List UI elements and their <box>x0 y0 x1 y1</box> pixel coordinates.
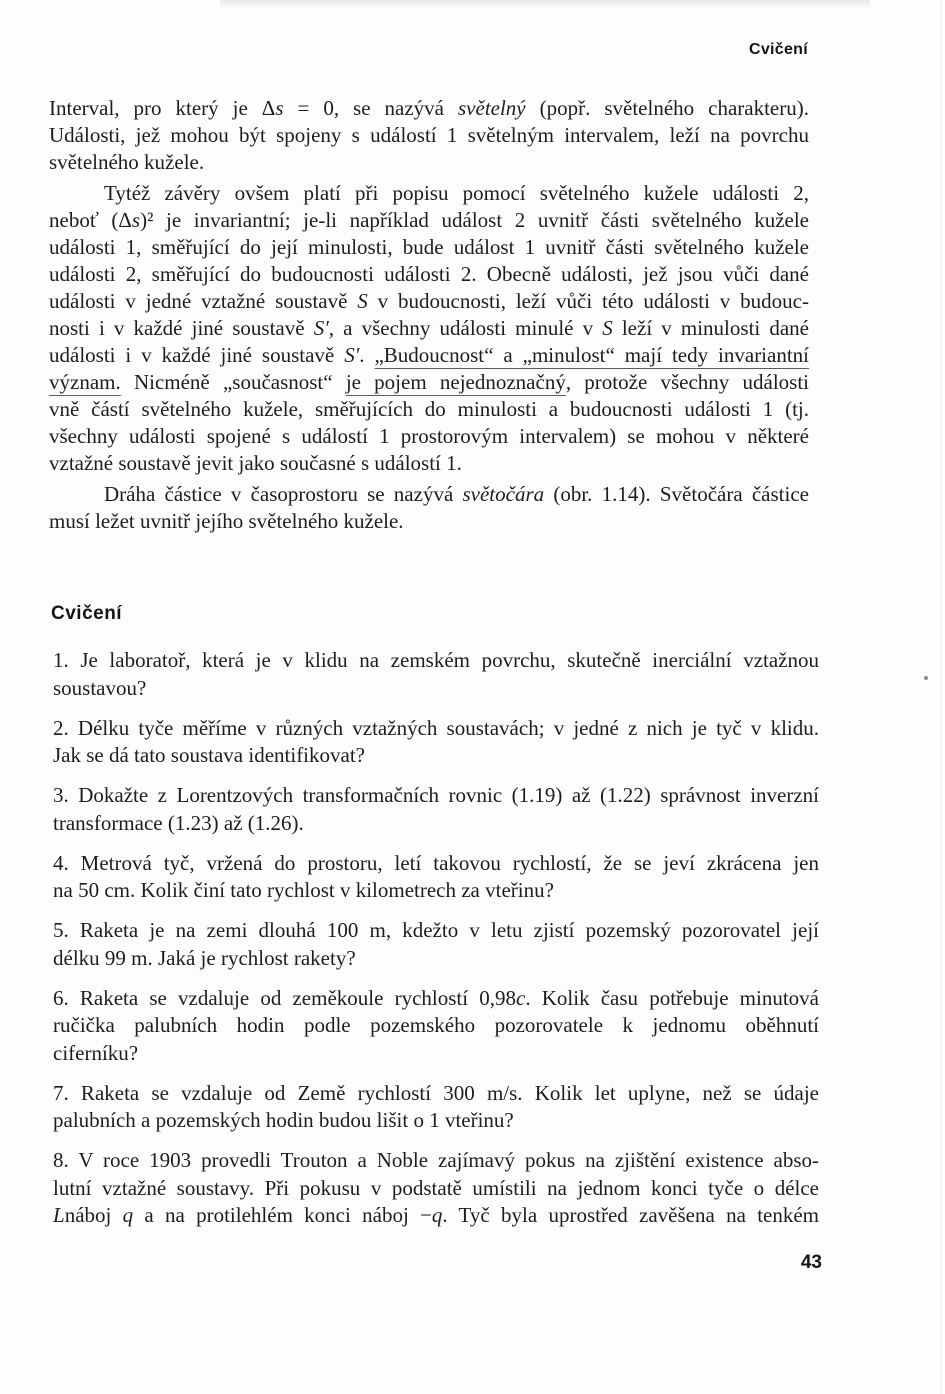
italic-run: q <box>122 1203 134 1227</box>
text-line <box>53 782 819 810</box>
text-line <box>49 342 809 369</box>
body-text <box>49 95 809 535</box>
text-run: soustavou? <box>53 675 147 700</box>
text-run: ciferníku? <box>53 1040 139 1065</box>
text-run: 6. Raketa se vzdaluje od zeměkoule rychlostí 0,98 <box>53 985 516 1010</box>
exercise-item <box>53 1147 819 1230</box>
exercise-item <box>53 850 819 905</box>
text-run: Události, jež mohou být spojeny s událostí 1 světelným intervalem, leží na povrchu <box>49 123 809 147</box>
text-run: 5. Raketa je na zemi dlouhá 100 m, kdežto v letu zjistí pozemský pozorovatel její <box>53 918 819 942</box>
text-run: Tytéž závěry ovšem platí při popisu pomocí světelného kužele události 2, <box>104 181 809 205</box>
exercise-item <box>53 985 819 1068</box>
text-run: Dráha částice v časoprostoru se nazývá <box>104 482 463 506</box>
text-run: 4. Metrová tyč, vržená do prostoru, letí takovou rychlostí, že se jeví zkrácena jen <box>53 850 819 875</box>
text-run: neboť (Δ <box>49 208 132 232</box>
exercise-item <box>53 917 819 972</box>
text-run: , a všechny události minulé v <box>328 316 603 340</box>
text-line <box>53 917 819 945</box>
body-paragraph <box>49 481 809 535</box>
text-run: 8. V roce 1903 provedli Trouton a Noble zajímavý pokus na zjištění existence abso- <box>53 1148 819 1172</box>
text-run: délku 99 m. Jaká je rychlost rakety? <box>53 945 356 970</box>
text-run: vztažné soustavě jevit jako současné s událostí 1. <box>49 451 462 475</box>
italic-run: světelný <box>458 96 526 120</box>
text-line <box>53 742 819 770</box>
text-line <box>49 288 809 315</box>
underlined-run: „Budoucnost“ a „minulost“ mají tedy invariantní <box>374 343 810 367</box>
text-line <box>49 423 809 450</box>
text-line <box>53 1080 819 1108</box>
text-run: na 50 cm. Kolik činí tato rychlost v kilometrech za vteřinu? <box>53 878 554 902</box>
text-line <box>53 715 819 743</box>
text-run: 3. Dokažte z Lorentzových transformačních rovnic (1.19) až (1.22) správnost inverzní <box>53 783 819 807</box>
text-run: Jak se dá tato soustava identifikovat? <box>53 743 365 767</box>
italic-run: S <box>602 316 613 340</box>
text-line <box>49 207 809 234</box>
text-line <box>49 315 809 342</box>
text-run: palubních a pozemských hodin budou lišit o 1 vteřinu? <box>53 1108 514 1132</box>
exercise-list <box>53 647 819 1230</box>
text-run: události i v každé jiné soustavě <box>49 343 345 367</box>
italic-run: q <box>431 1203 443 1227</box>
text-run: nosti i v každé jiné soustavě <box>49 316 314 340</box>
text-run: náboj <box>64 1203 123 1227</box>
exercise-item <box>53 782 819 837</box>
text-run: v budoucnosti, leží vůči této události v budouc- <box>367 289 809 313</box>
text-line <box>53 810 819 838</box>
text-run: události 1, směřující do její minulosti, bude událost 1 uvnitř části světelného kužele <box>49 235 809 259</box>
italic-run: S′ <box>313 316 329 340</box>
text-line <box>53 675 819 703</box>
text-line <box>49 95 809 122</box>
exercise-item <box>53 647 819 702</box>
text-line <box>49 450 809 477</box>
text-run: Interval, pro který je Δ <box>49 96 276 120</box>
scan-page-edge <box>941 0 942 1394</box>
text-line <box>53 1175 819 1203</box>
text-line <box>49 396 809 423</box>
text-run: 7. Raketa se vzdaluje od Země rychlostí 300 m/s. Kolik let uplyne, než se údaje <box>53 1080 819 1105</box>
text-line <box>49 122 809 149</box>
text-line <box>53 877 819 905</box>
text-run: a na protilehlém konci náboj − <box>133 1203 432 1227</box>
text-run: musí ležet uvnitř jejího světelného kužele. <box>49 509 404 533</box>
text-run: . <box>359 343 375 367</box>
text-line <box>53 1040 819 1068</box>
section-heading: Cvičení <box>51 603 123 624</box>
text-run: (popř. světelného charakteru). <box>525 96 809 120</box>
underlined-run: význam. <box>49 370 121 394</box>
italic-run: s <box>275 96 284 120</box>
text-run: transformace (1.23) až (1.26). <box>53 810 304 835</box>
italic-run: světočára <box>462 482 545 506</box>
text-run: )² je invariantní; je-li například událost 2 uvnitř části světelného kužele <box>140 208 809 232</box>
text-line <box>53 647 819 675</box>
body-paragraph <box>49 95 809 176</box>
text-run: vně částí světelného kužele, směřujících do minulosti a budoucnosti události 1 (tj. <box>49 397 809 421</box>
exercise-item <box>53 1080 819 1135</box>
italic-run: c <box>516 985 526 1010</box>
text-line <box>49 369 809 396</box>
text-line <box>49 180 809 207</box>
text-run: události 2, směřující do budoucnosti události 2. Obecně události, jež jsou vůči dané <box>49 262 809 286</box>
text-line <box>49 149 809 176</box>
text-line <box>53 985 819 1013</box>
text-line <box>49 234 809 261</box>
text-run: události v jedné vztažné soustavě <box>49 289 358 313</box>
text-run: = 0, se nazývá <box>283 96 458 120</box>
scan-bleed-through <box>220 0 870 9</box>
italic-run: s <box>131 208 141 232</box>
italic-run: S′ <box>344 343 360 367</box>
text-run: lutní vztažné soustavy. Při pokusu v podstatě umístili na jednom konci tyče o délce <box>53 1175 819 1200</box>
text-line <box>53 945 819 973</box>
text-run: 2. Délku tyče měříme v různých vztažných soustavách; v jedné z nich je tyč v klidu. <box>53 715 819 740</box>
text-line <box>49 481 809 508</box>
text-run: , protože všechny události <box>565 370 809 394</box>
text-run: . Tyč byla uprostřed zavěšena na tenkém <box>442 1203 820 1227</box>
text-line <box>53 1107 819 1135</box>
text-run: všechny události spojené s událostí 1 prostorovým intervalem) se mohou v některé <box>49 424 809 448</box>
text-run: světelného kužele. <box>49 150 205 174</box>
text-line <box>53 1202 819 1230</box>
italic-run: L <box>53 1203 65 1227</box>
body-paragraph <box>49 180 809 477</box>
text-line <box>49 261 809 288</box>
text-line <box>53 1012 819 1040</box>
text-run: leží v minulosti dané <box>612 316 809 340</box>
italic-run: S <box>357 289 368 313</box>
running-head: Cvičení <box>748 41 808 58</box>
text-run: 1. Je laboratoř, která je v klidu na zemském povrchu, skutečně inerciální vztažnou <box>53 648 819 672</box>
text-run: Nicméně „současnost“ <box>120 370 346 394</box>
text-run: . Kolik času potřebuje minutová <box>525 985 819 1010</box>
scan-speck <box>924 676 928 680</box>
underlined-run: je pojem nejednoznačný <box>345 370 566 394</box>
text-line <box>53 1147 819 1175</box>
exercise-item <box>53 715 819 770</box>
text-run: (obr. 1.14). Světočára částice <box>544 482 809 506</box>
text-line <box>53 850 819 878</box>
text-run: ručička palubních hodin podle pozemského pozorovatele k jednomu oběhnutí <box>53 1013 819 1037</box>
page-number: 43 <box>800 1252 822 1273</box>
text-line <box>49 508 809 535</box>
